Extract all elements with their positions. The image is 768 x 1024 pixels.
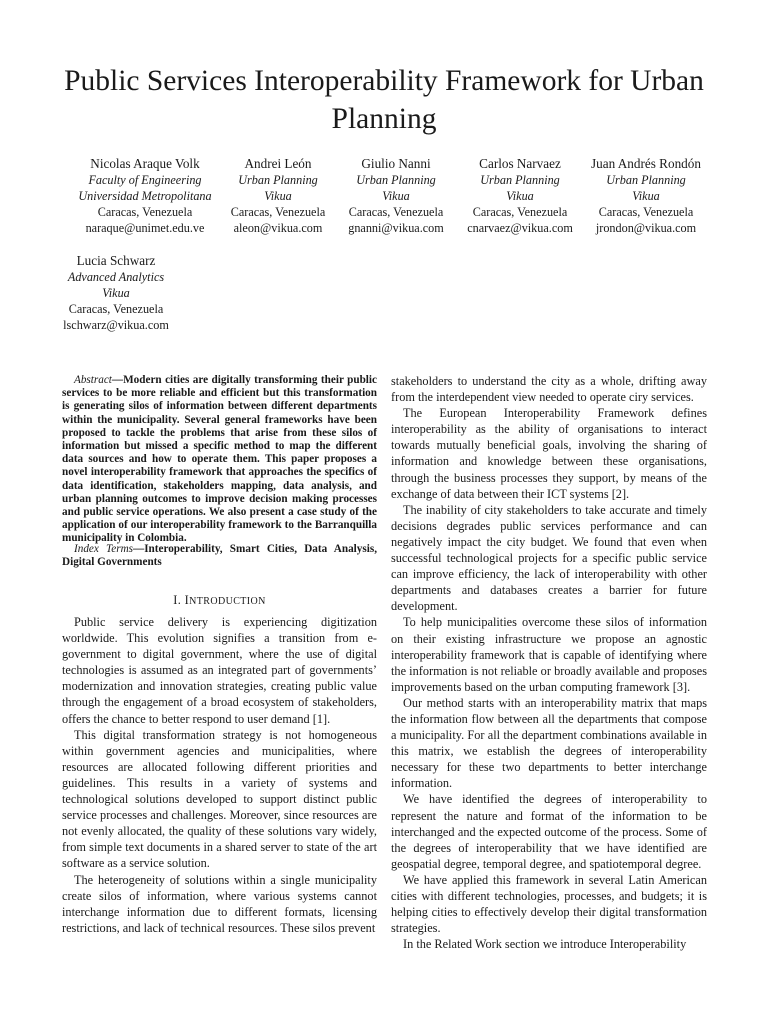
author-dept: Urban Planning	[606, 173, 686, 187]
author-email: cnarvaez@vikua.com	[467, 221, 573, 235]
author-6	[54, 252, 178, 333]
author-email: naraque@unimet.edu.ve	[85, 221, 205, 235]
author-city: Caracas, Venezuela	[230, 205, 326, 219]
author-3	[344, 155, 448, 236]
paragraph-continued: stakeholders to understand the city as a whole, drifting away from the interdependent view needed to operate ciry services.	[391, 374, 707, 405]
author-city: Caracas, Venezuela	[348, 205, 444, 219]
section-heading-introduction	[62, 593, 377, 608]
author-org: Vikua	[632, 189, 660, 203]
author-name: Nicolas Araque Volk	[90, 156, 200, 171]
paragraph: To help municipalities overcome these silos of information on their existing infrastructure we propose an agnostic interoperability framework that is capable of identifying where the information is not reliable or broadly available and proposes improvements based on the urban computing framework [3].	[391, 615, 707, 694]
section-numeral: I. I	[173, 593, 190, 607]
author-block	[0, 155, 768, 240]
author-dept: Urban Planning	[480, 173, 560, 187]
author-dept: Urban Planning	[356, 173, 436, 187]
paragraph: Our method starts with an interoperability matrix that maps the information flow between all the departments that compose a municipality. For all the department combinations available in this matrix, we establish the degrees of interoperability necessary for these two departments to better interchange information.	[391, 695, 707, 791]
author-name: Juan Andrés Rondón	[591, 156, 701, 171]
author-city: Caracas, Venezuela	[472, 205, 568, 219]
author-city: Caracas, Venezuela	[68, 302, 164, 316]
paragraph: In the Related Work section we introduce Interoperability	[403, 937, 687, 952]
author-org: Vikua	[102, 286, 130, 300]
paragraph: Public service delivery is experiencing digitization worldwide. This evolution signifies a transition from e-government to digital government, where the use of digital technologies is assumed as an integrated part of governments’ modernization and innovation strategies, creating public value through the engagement of a broad ecosystem of stakeholders, offers the chance to better respond to user demand [1].	[62, 615, 377, 726]
author-4	[462, 155, 578, 236]
left-column	[62, 614, 377, 936]
paper-title: Public Services Interoperability Framework for Urban Planning	[64, 65, 704, 135]
author-city: Caracas, Venezuela	[598, 205, 694, 219]
author-org: Vikua	[506, 189, 534, 203]
paragraph: The heterogeneity of solutions within a single municipality create silos of information, where various systems cannot interchange information due to different formats, licensing restrictions, and lack of technical resources. These silos prevent	[62, 872, 377, 935]
author-email: gnanni@vikua.com	[348, 221, 444, 235]
author-5	[584, 155, 708, 236]
author-city: Caracas, Venezuela	[97, 205, 193, 219]
index-terms	[62, 543, 377, 569]
author-org: Universidad Metropolitana	[78, 189, 212, 203]
author-2	[226, 155, 330, 236]
paragraph: We have identified the degrees of interoperability to represent the nature and format of the information to be interchanged and the expected outcome of the process. Some of the degrees of interoperability that we have identified are geospatial degree, temporal degree, and spatiotemporal degree.	[391, 792, 707, 871]
author-org: Vikua	[264, 189, 292, 203]
author-dept: Advanced Analytics	[67, 270, 165, 284]
index-terms-lead: Index Terms	[74, 543, 133, 555]
author-email: aleon@vikua.com	[233, 221, 323, 235]
abstract-lead: Abstract	[74, 374, 112, 386]
paragraph: The inability of city stakeholders to take accurate and timely decisions degrades public services performance and can negatively impact the city budget. We found that even when successful technological projects for a specific public service can improve efficiency, the lack of interoperability with other departments and databases creates a barrier for future development.	[391, 502, 707, 614]
author-dept: Faculty of Engineering	[88, 173, 202, 187]
author-1	[66, 155, 224, 236]
author-name: Lucia Schwarz	[76, 253, 156, 268]
index-terms-text: —Interoperability, Smart Cities, Data Analysis, Digital Governments	[62, 543, 377, 569]
author-name: Andrei León	[244, 156, 312, 171]
abstract	[62, 374, 377, 546]
author-name: Carlos Narvaez	[479, 156, 561, 171]
section-title-rest: NTRODUCTION	[189, 596, 266, 607]
author-email: jrondon@vikua.com	[595, 221, 697, 235]
right-column	[391, 373, 707, 952]
paragraph: The European Interoperability Framework defines interoperability as the ability of organisations to interact towards mutually beneficial goals, involving the sharing of information and knowledge between these organisations, through the business processes they support, by means of the exchange of data between their ICT systems [2].	[391, 406, 707, 501]
author-email: lschwarz@vikua.com	[63, 318, 169, 332]
author-dept: Urban Planning	[238, 173, 318, 187]
abstract-text: —Modern cities are digitally transforming their public services to be more reliable and efficient but this transformation is generating silos of information between different departments within the municipality. Several general frameworks have been proposed to tackle the problems that arise from these silos of information but missed a specific method to map the different data sources and how to operate them. This paper proposes a novel interoperability framework that approaches the specifics of data identification, stakeholders mapping, data analysis, and urban planning outcomes to improve decision making processes and public service operations. We also present a case study of the application of our interoperability framework to the Barranquilla municipality in Colombia.	[62, 374, 377, 545]
author-name: Giulio Nanni	[361, 156, 431, 171]
author-org: Vikua	[382, 189, 410, 203]
paragraph: We have applied this framework in several Latin American cities with different technologies, processes, and budgets; it is helping cities to effectively develop their digital transformation strategies.	[391, 872, 707, 936]
paragraph: This digital transformation strategy is not homogeneous within government agencies and municipalities, where resources are allocated following different priorities and guidelines. This results in a variety of systems and technological solutions developed to support distinct public service processes and challenges. Moreover, since resources are not evenly allocated, the quality of these solutions vary widely, from simple text documents in a shared server to state of the art software as a service solution.	[62, 727, 377, 871]
